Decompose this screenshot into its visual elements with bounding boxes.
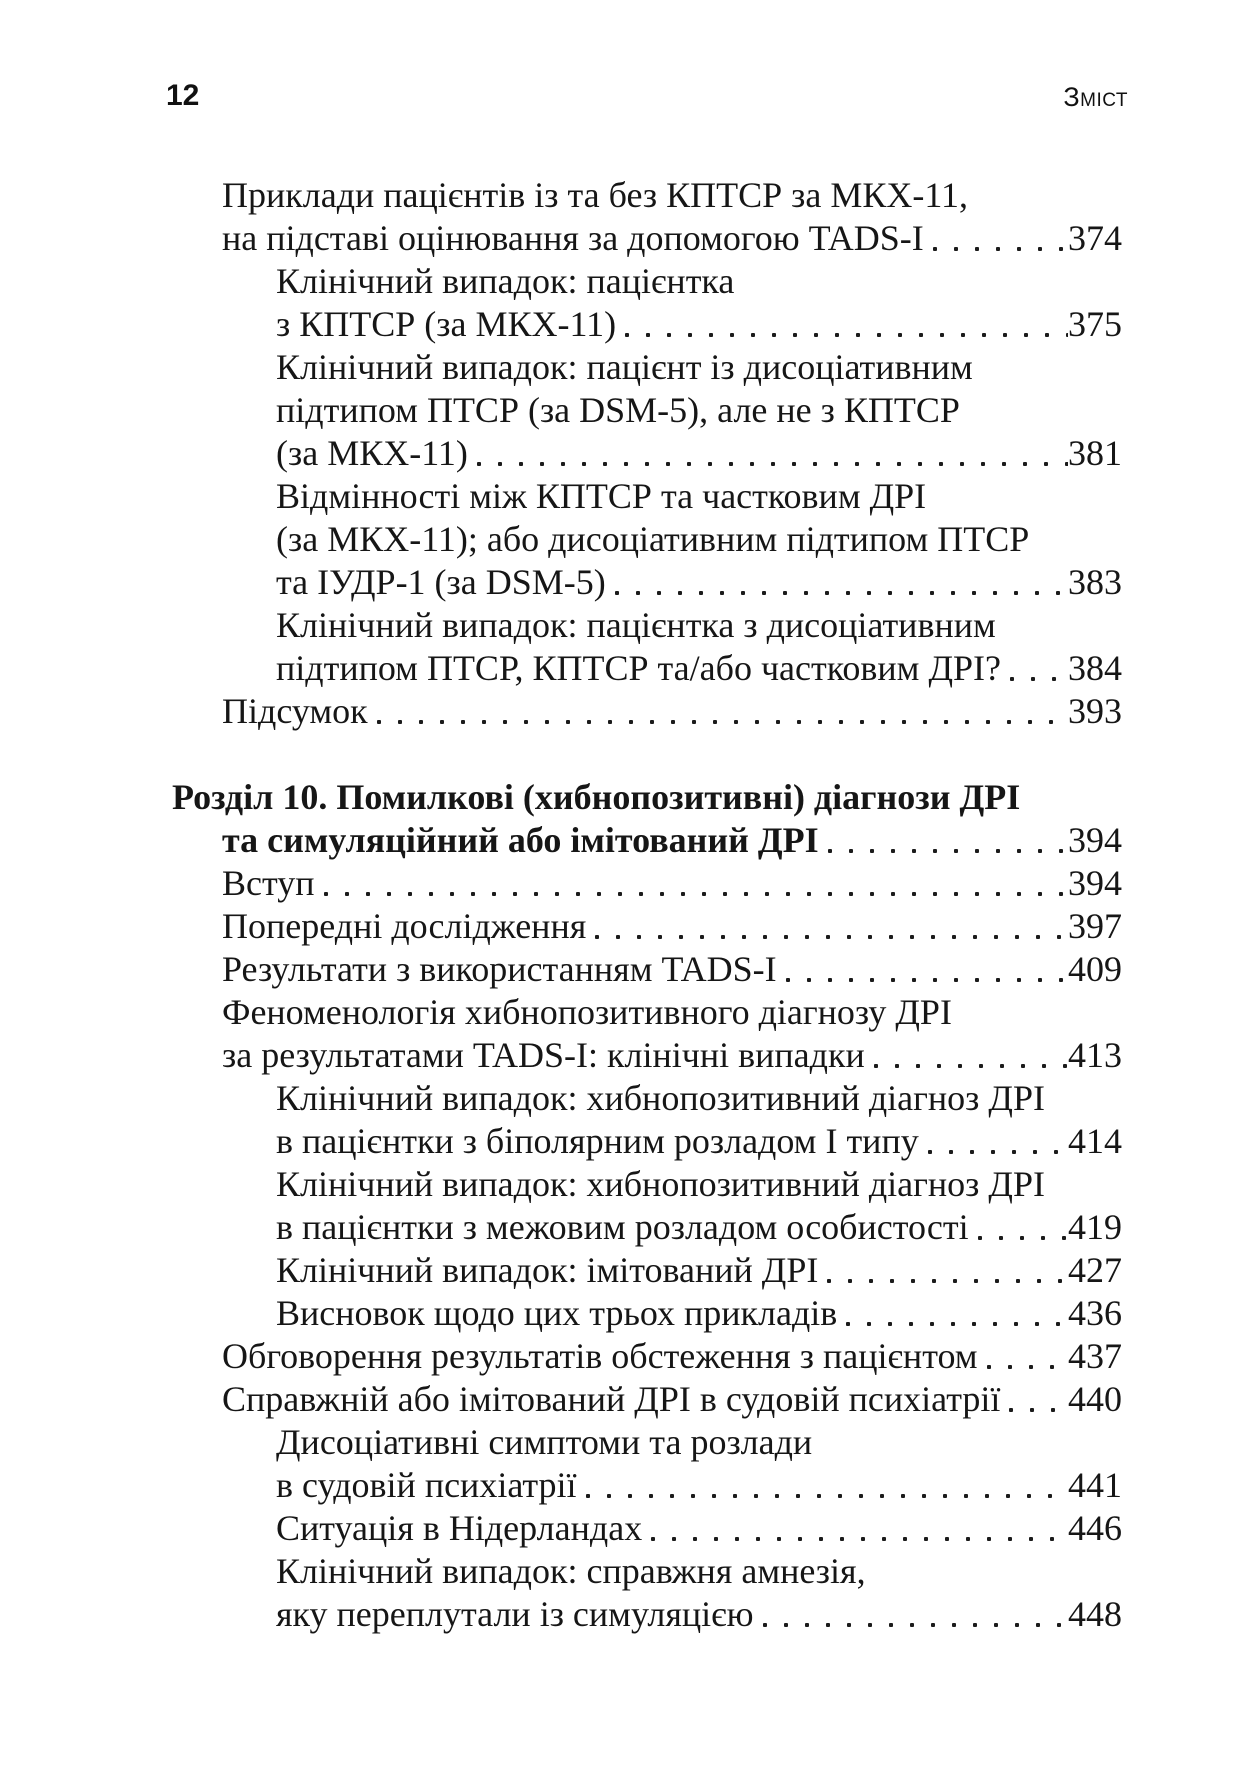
dot-leader	[870, 1034, 1068, 1077]
toc-line	[170, 604, 1122, 647]
toc-line	[170, 1292, 1122, 1335]
toc-line	[170, 1120, 1122, 1163]
toc-entry-text: підтипом ПТСР (за DSM-5), але не з КПТСР	[276, 390, 960, 430]
table-of-contents	[170, 174, 1122, 1636]
toc-entry-text: Результати з використанням TADS-I	[222, 949, 777, 989]
toc-page-number: 440	[1068, 1379, 1122, 1419]
toc-entry-text: та симуляційний або імітований ДРІ	[222, 820, 819, 860]
toc-line	[170, 432, 1122, 475]
toc-line	[170, 1378, 1122, 1421]
running-head: Зміст	[1063, 82, 1128, 112]
dot-leader	[591, 905, 1068, 948]
toc-entry-text: яку переплутали із симуляцією	[276, 1594, 754, 1634]
toc-page-number: 427	[1068, 1250, 1122, 1290]
dot-leader	[782, 948, 1068, 991]
toc-entry-text: Підсумок	[222, 691, 368, 731]
toc-page-number: 436	[1068, 1293, 1122, 1333]
toc-page-number: 374	[1068, 218, 1122, 258]
toc-chapter-heading	[170, 776, 1122, 819]
toc-line	[170, 475, 1122, 518]
toc-page-number: 419	[1068, 1207, 1122, 1247]
toc-line	[170, 561, 1122, 604]
toc-page-number: 414	[1068, 1121, 1122, 1161]
toc-line	[170, 303, 1122, 346]
toc-page-number: 446	[1068, 1508, 1122, 1548]
toc-entry-text: Розділ 10. Помилкові (хибнопозитивні) діагнози ДРІ	[172, 777, 1021, 817]
toc-entry-text: Феноменологія хибнопозитивного діагнозу ДРІ	[222, 992, 952, 1032]
toc-entry-text: в судовій психіатрії	[276, 1465, 577, 1505]
toc-line	[170, 260, 1122, 303]
toc-entry-text: Ситуація в Нідерландах	[276, 1508, 643, 1548]
dot-leader	[582, 1464, 1068, 1507]
toc-page-number: 393	[1068, 691, 1122, 731]
toc-entry-text: з КПТСР (за МКХ-11)	[276, 304, 617, 344]
toc-entry-text: Вступ	[222, 863, 315, 903]
toc-page-number: 441	[1068, 1465, 1122, 1505]
dot-leader	[823, 1249, 1068, 1292]
toc-entry-text: Відмінності між КПТСР та частковим ДРІ	[276, 476, 927, 516]
dot-leader	[647, 1507, 1068, 1550]
toc-entry-text: Попередні дослідження	[222, 906, 587, 946]
toc-line	[170, 948, 1122, 991]
toc-entry-text: на підставі оцінювання за допомогою TADS-I	[222, 218, 924, 258]
toc-page-number: 409	[1068, 949, 1122, 989]
toc-line	[170, 1593, 1122, 1636]
dot-leader	[621, 303, 1068, 346]
toc-line	[170, 1206, 1122, 1249]
dot-leader	[983, 1335, 1068, 1378]
toc-entry-text: та ІУДР-1 (за DSM-5)	[276, 562, 606, 602]
toc-line	[170, 1034, 1122, 1077]
dot-leader	[1006, 647, 1068, 690]
toc-line	[170, 1550, 1122, 1593]
toc-entry-text: Дисоціативні симптоми та розлади	[276, 1422, 813, 1462]
dot-leader	[373, 690, 1068, 733]
dot-leader	[759, 1593, 1069, 1636]
dot-leader	[924, 1120, 1068, 1163]
toc-line	[170, 389, 1122, 432]
toc-entry-text: в пацієнтки з межовим розладом особистості	[276, 1207, 969, 1247]
toc-line	[170, 1421, 1122, 1464]
toc-line	[170, 518, 1122, 561]
toc-entry-text: (за МКХ-11)	[276, 433, 468, 473]
toc-chapter-heading	[170, 819, 1122, 862]
toc-page-number: 394	[1068, 820, 1122, 860]
toc-entry-text: Клінічний випадок: хибнопозитивний діагноз ДРІ	[276, 1078, 1045, 1118]
toc-line	[170, 217, 1122, 260]
toc-entry-text: Клінічний випадок: справжня амнезія,	[276, 1551, 866, 1591]
toc-entry-text: Клінічний випадок: пацієнтка з дисоціативним	[276, 605, 996, 645]
toc-line	[170, 1077, 1122, 1120]
toc-line	[170, 1335, 1122, 1378]
toc-line	[170, 346, 1122, 389]
toc-page-number: 413	[1068, 1035, 1122, 1075]
toc-page-number: 437	[1068, 1336, 1122, 1376]
toc-entry-text: Клінічний випадок: пацієнтка	[276, 261, 735, 301]
dot-leader	[1005, 1378, 1068, 1421]
toc-line	[170, 1249, 1122, 1292]
toc-entry-text: за результатами TADS-I: клінічні випадки	[222, 1035, 865, 1075]
dot-leader	[824, 819, 1068, 862]
toc-line	[170, 991, 1122, 1034]
toc-line	[170, 1507, 1122, 1550]
dot-leader	[842, 1292, 1068, 1335]
toc-entry-text: Клінічний випадок: імітований ДРІ	[276, 1250, 819, 1290]
dot-leader	[320, 862, 1068, 905]
dot-leader	[974, 1206, 1068, 1249]
dot-leader	[929, 217, 1068, 260]
toc-page-number: 381	[1068, 433, 1122, 473]
dot-leader	[611, 561, 1068, 604]
toc-line	[170, 862, 1122, 905]
toc-page-number: 394	[1068, 863, 1122, 903]
toc-line	[170, 1464, 1122, 1507]
toc-entry-text: в пацієнтки з біполярним розладом І типу	[276, 1121, 919, 1161]
page-number: 12	[166, 79, 200, 112]
toc-page-number: 448	[1068, 1594, 1122, 1634]
toc-entry-text: (за МКХ-11); або дисоціативним підтипом ПТСР	[276, 519, 1030, 559]
toc-line	[170, 690, 1122, 733]
toc-entry-text: Клінічний випадок: пацієнт із дисоціативним	[276, 347, 973, 387]
toc-line	[170, 1163, 1122, 1206]
toc-line	[170, 647, 1122, 690]
toc-entry-text: Висновок щодо цих трьох прикладів	[276, 1293, 838, 1333]
toc-line	[170, 905, 1122, 948]
toc-page-number: 397	[1068, 906, 1122, 946]
dot-leader	[473, 432, 1068, 475]
toc-entry-text: Клінічний випадок: хибнопозитивний діагноз ДРІ	[276, 1164, 1045, 1204]
toc-page-number: 384	[1068, 648, 1122, 688]
toc-page-number: 375	[1068, 304, 1122, 344]
toc-entry-text: підтипом ПТСР, КПТСР та/або частковим ДРІ?	[276, 648, 1001, 688]
toc-entry-text: Справжній або імітований ДРІ в судовій психіатрії	[222, 1379, 1001, 1419]
toc-line	[170, 174, 1122, 217]
toc-entry-text: Обговорення результатів обстеження з пацієнтом	[222, 1336, 978, 1376]
toc-entry-text: Приклади пацієнтів із та без КПТСР за МКХ-11,	[222, 175, 968, 215]
toc-page-number: 383	[1068, 562, 1122, 602]
